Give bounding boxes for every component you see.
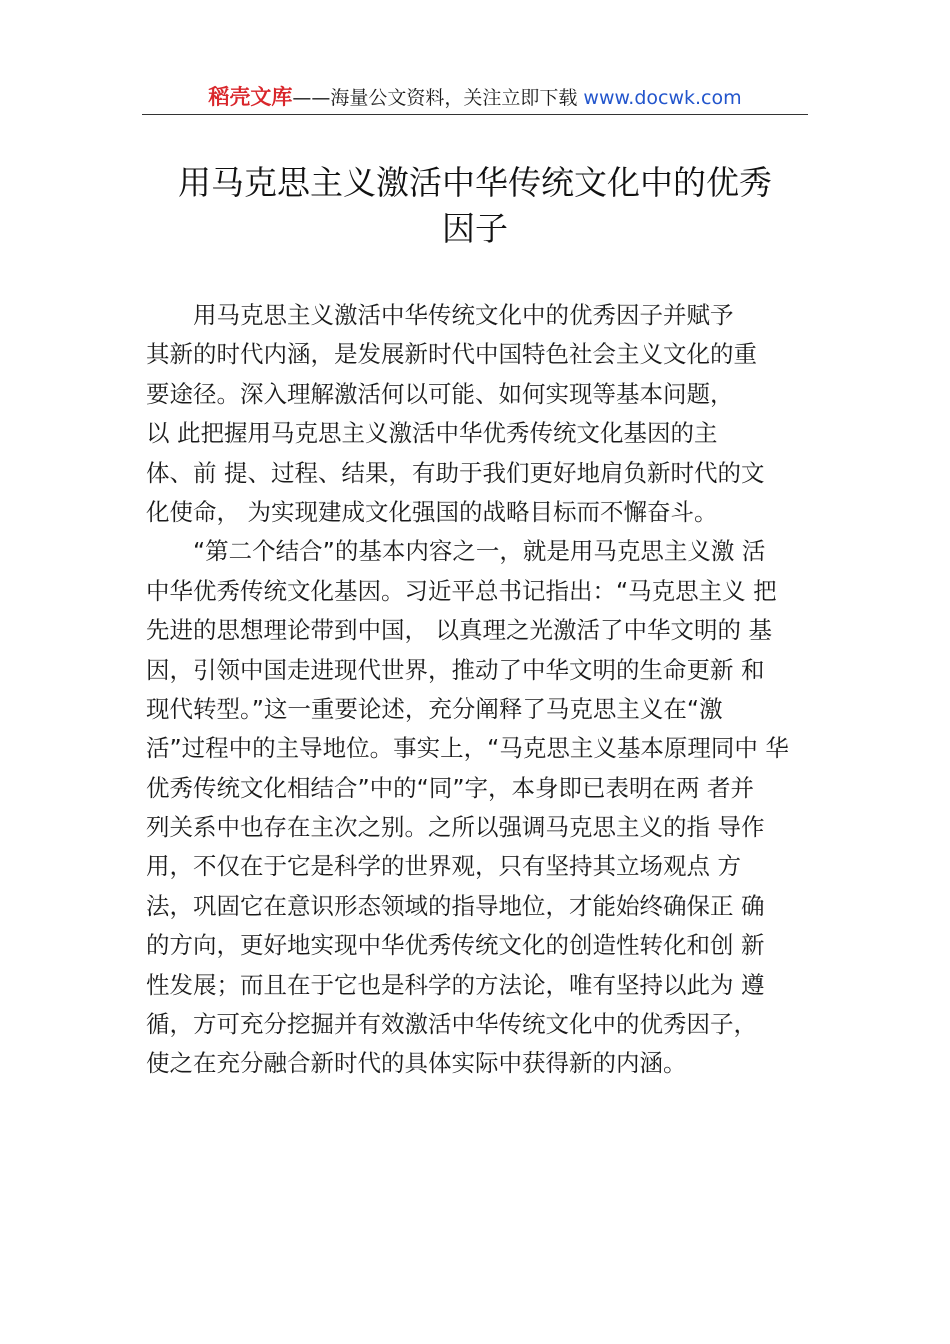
paragraph-1-line: 用马克思主义激活中华传统文化中的优秀因子并赋予 — [193, 301, 734, 329]
paragraph-2-line: 使之在充分融合新时代的具体实际中获得新的内涵。 — [146, 1049, 687, 1078]
paragraph-2-line: “第二个结合”的基本内容之一，就是用马克思主义激 活 — [193, 537, 766, 566]
paragraph-1-line: 以 此把握用马克思主义激活中华优秀传统文化基因的主 — [146, 419, 718, 448]
paragraph-2-line: 优秀传统文化相结合”中的“同”字，本身即已表明在两 者并 — [146, 773, 754, 802]
paragraph-2-line: 的方向，更好地实现中华优秀传统文化的创造性转化和创 新 — [146, 931, 765, 960]
paragraph-1-line: 其新的时代内涵，是发展新时代中国特色社会主义文化的重 — [146, 340, 757, 369]
brand-name: 稻壳文库 — [208, 85, 293, 109]
title-line: 因子 — [442, 209, 508, 248]
header-divider — [142, 114, 808, 115]
paragraph-1-line: 体、前 提、过程、结果，有助于我们更好地肩负新时代的文 — [146, 458, 765, 487]
paragraph-2-line: 先进的思想理论带到中国， 以真理之光激活了中华文明的 基 — [146, 616, 772, 645]
paragraph-2-line: 列关系中也存在主次之别。之所以强调马克思主义的指 导作 — [146, 813, 765, 842]
paragraph-1-line: 化使命， 为实现建成文化强国的战略目标而不懈奋斗。 — [146, 497, 718, 526]
document-title — [142, 160, 808, 252]
document-body — [146, 296, 810, 1084]
site-link[interactable]: www.docwk.com — [583, 87, 742, 109]
paragraph-2-line: 中华优秀传统文化基因。习近平总书记指出：“马克思主义 把 — [146, 576, 777, 605]
paragraph-2-line: 用，不仅在于它是科学的世界观，只有坚持其立场观点 方 — [146, 852, 741, 881]
paragraph-2-line: 活”过程中的主导地位。事实上，“马克思主义基本原理同中 华 — [146, 734, 789, 763]
paragraph-2-line: 现代转型。”这一重要论述，充分阐释了马克思主义在“激 — [146, 694, 723, 723]
paragraph-1-line: 要途径。深入理解激活何以可能、如何实现等基本问题， — [146, 379, 734, 408]
paragraph-2-line: 法，巩固它在意识形态领域的指导地位，才能始终确保正 确 — [146, 891, 765, 920]
paragraph-2-line: 因，引领中国走进现代世界，推动了中华文明的生命更新 和 — [146, 655, 765, 684]
paragraph-2-line: 性发展；而且在于它也是科学的方法论，唯有坚持以此为 遵 — [146, 970, 765, 999]
header-tagline: ——海量公文资料，关注立即下载 — [292, 87, 584, 109]
title-line: 用马克思主义激活中华传统文化中的优秀 — [178, 163, 772, 202]
header-banner — [142, 84, 808, 111]
paragraph-2-line: 循，方可充分挖掘并有效激活中华传统文化中的优秀因子， — [146, 1010, 757, 1039]
